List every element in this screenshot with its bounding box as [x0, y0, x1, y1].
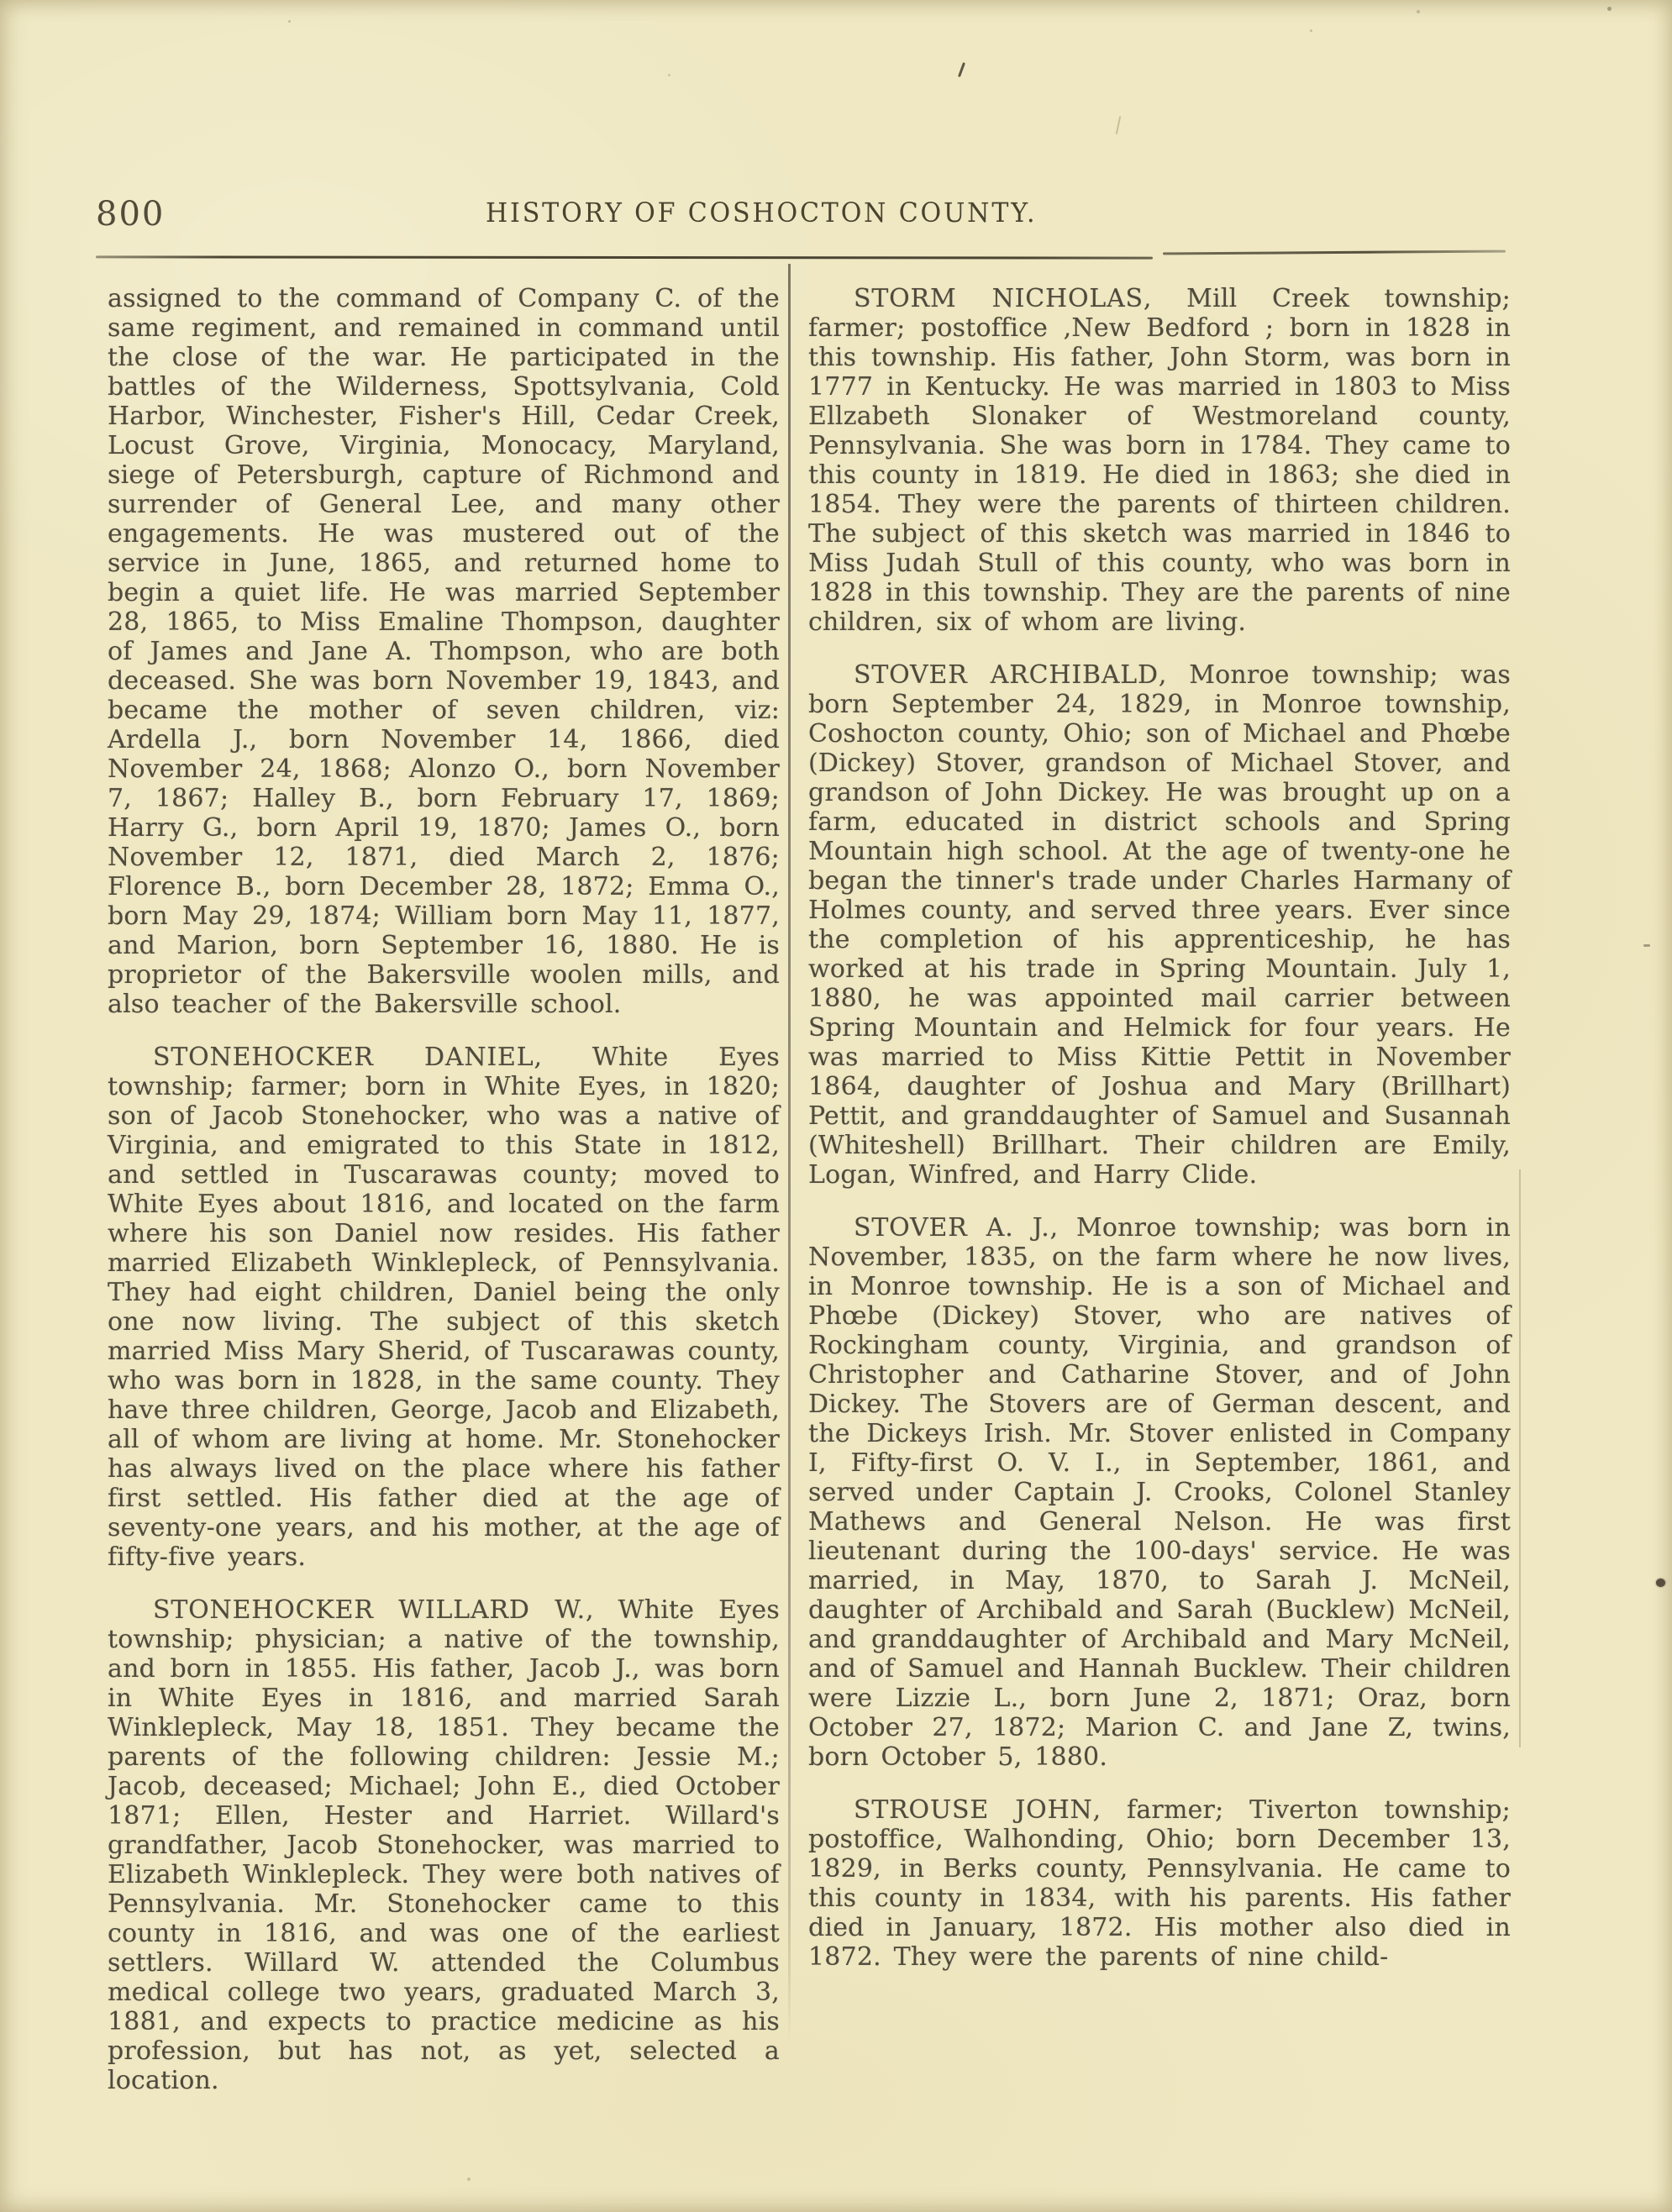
bio-subject-name: STONEHOCKER DANIEL	[153, 1043, 534, 1072]
left-column	[108, 284, 780, 2119]
header-rule-right-segment	[1163, 250, 1506, 255]
ink-stray-mark	[958, 62, 965, 77]
biography-paragraph: STONEHOCKER DANIEL, White Eyes township; farmer; born in White Eyes, in 1820; son of Jacob Stonehocker, who was a native of Virginia, and emigrated to this State in 1812, and settled in Tuscarawas county; moved to White Eyes about 1816, and located on the farm where his son Daniel now resides. His father married Elizabeth Winklepleck, of Pennsylvania. They had eight children, Daniel being the only one now living. The subject of this sketch married Miss Mary Sherid, of Tuscarawas county, who was born in 1828, in the same county. They have three children, George, Jacob and Elizabeth, all of whom are living at home. Mr. Stonehocker has always lived on the place where his father first settled. His father died at the age of seventy-one years, and his mother, at the age of fifty-five years.	[108, 1043, 780, 1572]
bio-subject-name: STOVER ARCHIBALD	[854, 660, 1159, 690]
column-divider-rule	[788, 264, 791, 2048]
ink-speck	[668, 74, 670, 76]
ink-speck	[467, 2178, 471, 2181]
bio-subject-name: STOVER A. J.	[854, 1213, 1050, 1243]
paper-fiber-mark	[1116, 116, 1122, 134]
page-title: HISTORY OF COSHOCTON COUNTY.	[486, 197, 1038, 229]
right-column	[808, 284, 1511, 1995]
biography-paragraph: STORM NICHOLAS, Mill Creek township; farmer; postoffice ,New Bedford ; born in 1828 in this township. His father, John Storm, was born in 1777 in Kentucky. He was married in 1803 to Miss Ellzabeth Slonaker of Westmoreland county, Pennsylvania. She was born in 1784. They came to this county in 1819. He died in 1863; she died in 1854. They were the parents of thirteen children. The subject of this sketch was married in 1846 to Miss Judah Stull of this county, who was born in 1828 in this township. They are the parents of nine children, six of whom are living.	[808, 284, 1511, 637]
ink-speck	[1417, 10, 1420, 13]
bio-subject-name: STORM NICHOLAS	[854, 284, 1144, 313]
biography-paragraph: assigned to the command of Company C. of the same regiment, and remained in command until the close of the war. He participated in the battles of the Wilderness, Spottsylvania, Cold Harbor, Winchester, Fisher's Hill, Cedar Creek, Locust Grove, Virginia, Monocacy, Maryland, siege of Petersburgh, capture of Richmond and surrender of General Lee, and many other engagements. He was mustered out of the service in June, 1865, and returned home to begin a quiet life. He was married September 28, 1865, to Miss Emaline Thompson, daughter of James and Jane A. Thompson, who are both deceased. She was born November 19, 1843, and became the mother of seven children, viz: Ardella J., born November 14, 1866, died November 24, 1868; Alonzo O., born November 7, 1867; Halley B., born February 17, 1869; Harry G., born April 19, 1870; James O., born November 12, 1871, died March 2, 1876; Florence B., born December 28, 1872; Emma O., born May 29, 1874; William born May 11, 1877, and Marion, born September 16, 1880. He is proprietor of the Bakersville woolen mills, and also teacher of the Bakersville school.	[108, 284, 780, 1019]
page-number: 800	[96, 195, 166, 234]
ink-speck	[288, 20, 291, 23]
biography-paragraph: STOVER A. J., Monroe township; was born in November, 1835, on the farm where he now lives, in Monroe township. He is a son of Michael and Phœbe (Dickey) Stover, who are natives of Rockingham county, Virginia, and grandson of Christopher and Catharine Stover, and of John Dickey. The Stovers are of German descent, and the Dickeys Irish. Mr. Stover enlisted in Company I, Fifty-first O. V. I., in September, 1861, and served under Captain J. Crooks, Colonel Stanley Mathews and General Nelson. He was first lieutenant during the 100-days' service. He was married, in May, 1870, to Sarah J. McNeil, daughter of Archibald and Sarah (Bucklew) McNeil, and granddaughter of Archibald and Mary McNeil, and of Samuel and Hannah Bucklew. Their children were Lizzie L., born June 2, 1871; Oraz, born October 27, 1872; Marion C. and Jane Z, twins, born October 5, 1880.	[808, 1213, 1511, 1772]
biography-paragraph: STROUSE JOHN, farmer; Tiverton township; postoffice, Walhonding, Ohio; born December 13, 1829, in Berks county, Pennsylvania. He came to this county in 1834, with his parents. His father died in January, 1872. His mother also died in 1872. They were the parents of nine child-	[808, 1795, 1511, 1972]
header-rule-left-segment	[96, 255, 1153, 259]
scan-edge-line	[1519, 1169, 1521, 1747]
bio-subject-name: STROUSE JOHN	[854, 1795, 1093, 1825]
ink-blot	[1656, 1579, 1665, 1587]
ink-speck	[1310, 29, 1312, 32]
biography-paragraph: STOVER ARCHIBALD, Monroe township; was born September 24, 1829, in Monroe township, Coshocton county, Ohio; son of Michael and Phœbe (Dickey) Stover, grandson of Michael Stover, and grandson of John Dickey. He was brought up on a farm, educated in district schools and Spring Mountain high school. At the age of twenty-one he began the tinner's trade under Charles Harmany of Holmes county, and served three years. Ever since the completion of his apprenticeship, he has worked at his trade in Spring Mountain. July 1, 1880, he was appointed mail carrier between Spring Mountain and Helmick for four years. He was married to Miss Kittie Pettit in November 1864, daughter of Joshua and Mary (Brillhart) Pettit, and granddaughter of Samuel and Susannah (Whiteshell) Brillhart. Their children are Emily, Logan, Winfred, and Harry Clide.	[808, 660, 1511, 1190]
biography-paragraph: STONEHOCKER WILLARD W., White Eyes township; physician; a native of the township, and born in 1855. His father, Jacob J., was born in White Eyes in 1816, and married Sarah Winklepleck, May 18, 1851. They became the parents of the following children: Jessie M.; Jacob, deceased; Michael; John E., died October 1871; Ellen, Hester and Harriet. Willard's grandfather, Jacob Stonehocker, was married to Elizabeth Winklepleck. They were both natives of Pennsylvania. Mr. Stonehocker came to this county in 1816, and was one of the earliest settlers. Willard W. attended the Columbus medical college two years, graduated March 3, 1881, and expects to practice medicine as his profession, but has not, as yet, selected a location.	[108, 1595, 780, 2095]
ink-speck	[1607, 7, 1612, 11]
bio-subject-name: STONEHOCKER WILLARD W.	[153, 1595, 586, 1625]
ink-speck	[1643, 944, 1650, 947]
